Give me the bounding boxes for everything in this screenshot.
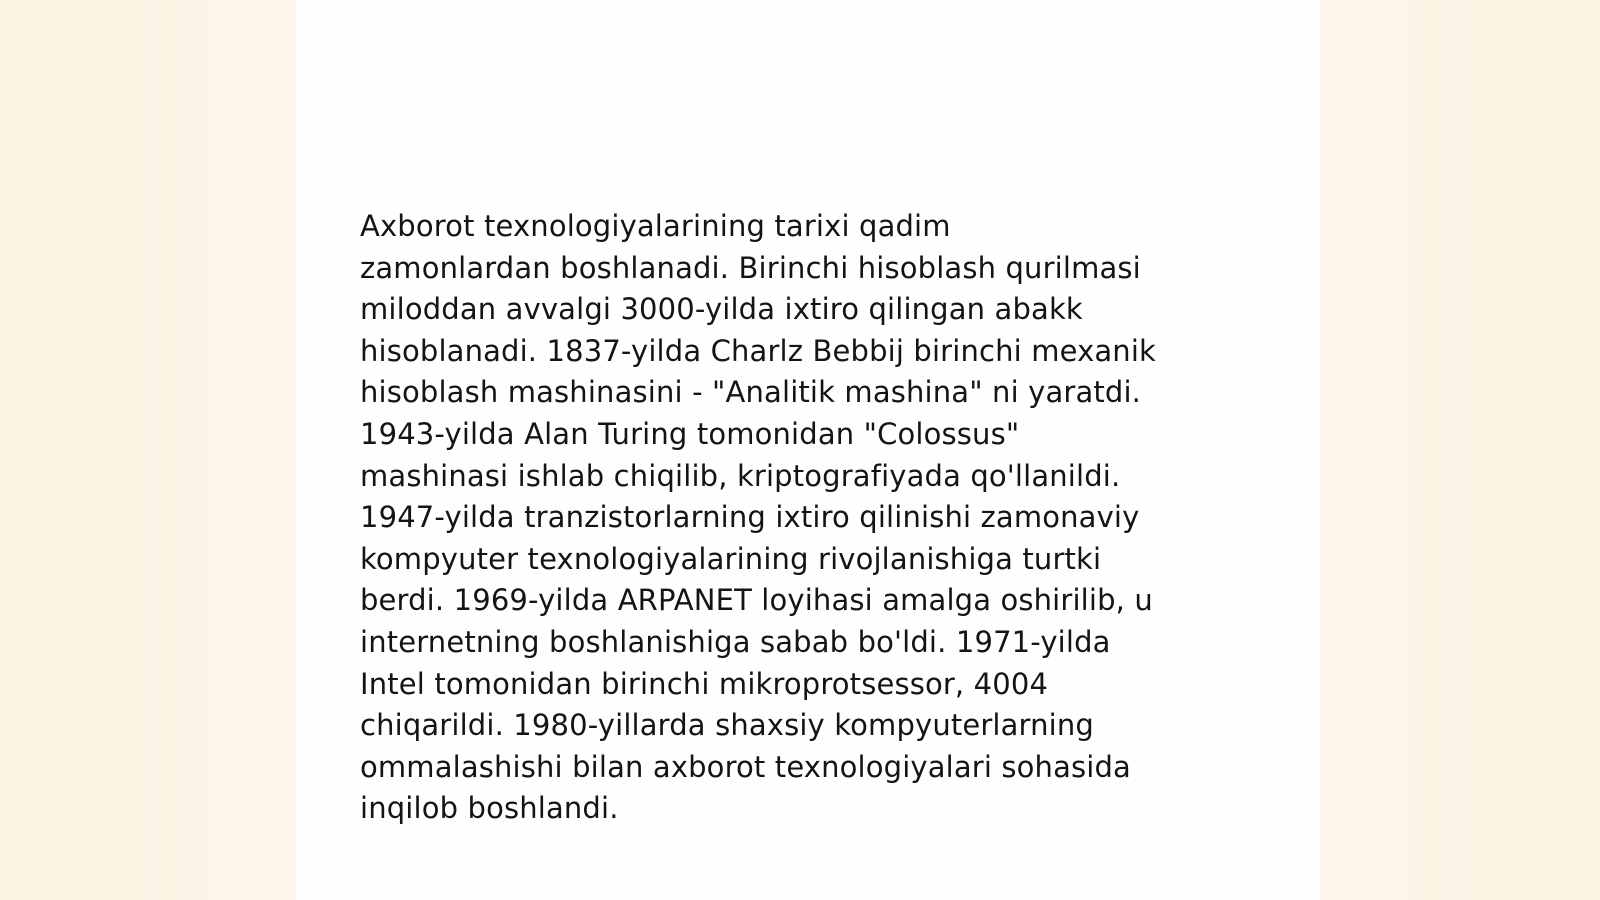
paragraph-line: hisoblash mashinasini - "Analitik mashina" ni yaratdi. (360, 375, 1142, 410)
paragraph-line: 1947-yilda tranzistorlarning ixtiro qilinishi zamonaviy (360, 500, 1140, 535)
left-background-margin (0, 0, 296, 900)
paragraph-line: berdi. 1969-yilda ARPANET loyihasi amalga oshirilib, u (360, 583, 1153, 618)
paragraph-line: kompyuter texnologiyalarining rivojlanishiga turtki (360, 541, 1102, 576)
paragraph-line: hisoblanadi. 1837-yilda Charlz Bebbij birinchi mexanik (360, 333, 1156, 368)
paragraph-line: 1943-yilda Alan Turing tomonidan "Colossus" (360, 416, 1020, 451)
paragraph-line: inqilob boshlandi. (360, 791, 619, 826)
document-page (296, 0, 1320, 900)
paragraph-line: mashinasi ishlab chiqilib, kriptografiyada qo'llanildi. (360, 458, 1121, 493)
paragraph-line: chiqarildi. 1980-yillarda shaxsiy kompyuterlarning (360, 708, 1094, 743)
body-paragraph (360, 206, 1240, 830)
paragraph-line: Intel tomonidan birinchi mikroprotsessor, 4004 (360, 666, 1049, 701)
paragraph-line: miloddan avvalgi 3000-yilda ixtiro qilingan abakk (360, 292, 1083, 327)
paragraph-line: zamonlardan boshlanadi. Birinchi hisoblash qurilmasi (360, 250, 1141, 285)
right-background-margin (1320, 0, 1600, 900)
paragraph-line: ommalashishi bilan axborot texnologiyalari sohasida (360, 749, 1131, 784)
paragraph-line: internetning boshlanishiga sabab bo'ldi. 1971-yilda (360, 624, 1111, 659)
paragraph-line: Axborot texnologiyalarining tarixi qadim (360, 209, 951, 243)
